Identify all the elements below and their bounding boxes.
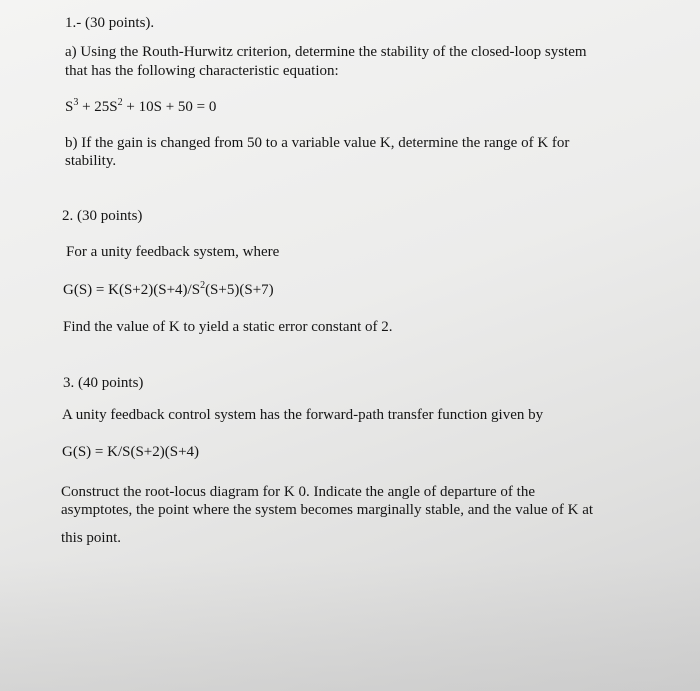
q3-heading: 3. (40 points) bbox=[63, 375, 144, 391]
q2-task: Find the value of K to yield a static error constant of 2. bbox=[63, 319, 393, 335]
q3-line3: this point. bbox=[61, 530, 122, 546]
q1-eq-s: S bbox=[65, 99, 74, 115]
q2-intro: For a unity feedback system, where bbox=[66, 244, 280, 260]
page-shadow bbox=[0, 560, 700, 691]
q3-line2: asymptotes, the point where the system becomes marginally stable, and the value of K at bbox=[61, 502, 594, 518]
q1-equation bbox=[65, 98, 216, 116]
q1-part-a-line1: a) Using the Routh-Hurwitz criterion, determine the stability of the closed-loop system bbox=[65, 44, 587, 60]
q1-eq-exp1: 3 bbox=[73, 97, 79, 108]
q2-eq-exp: 2 bbox=[200, 280, 206, 291]
q3-intro: A unity feedback control system has the forward-path transfer function given by bbox=[62, 407, 544, 423]
q2-equation bbox=[63, 281, 274, 299]
q1-part-b-line1: b) If the gain is changed from 50 to a variable value K, determine the range of K for bbox=[65, 135, 570, 151]
q2-heading: 2. (30 points) bbox=[62, 208, 143, 224]
q2-eq-start: G(S) = K(S+2)(S+4)/S bbox=[63, 282, 201, 298]
q1-eq-exp2: 2 bbox=[117, 97, 123, 108]
q1-part-a-line2: that has the following characteristic equation: bbox=[65, 63, 339, 79]
q3-line1: Construct the root-locus diagram for K 0. Indicate the angle of departure of the bbox=[61, 484, 536, 500]
q3-equation: G(S) = K/S(S+2)(S+4) bbox=[62, 444, 200, 460]
q1-eq-mid: + 25S bbox=[78, 99, 118, 115]
q2-eq-end: (S+5)(S+7) bbox=[205, 282, 274, 298]
q1-heading: 1.- (30 points). bbox=[65, 15, 155, 31]
q1-eq-end: + 10S + 50 = 0 bbox=[122, 99, 217, 115]
q1-part-b-line2: stability. bbox=[65, 153, 117, 169]
